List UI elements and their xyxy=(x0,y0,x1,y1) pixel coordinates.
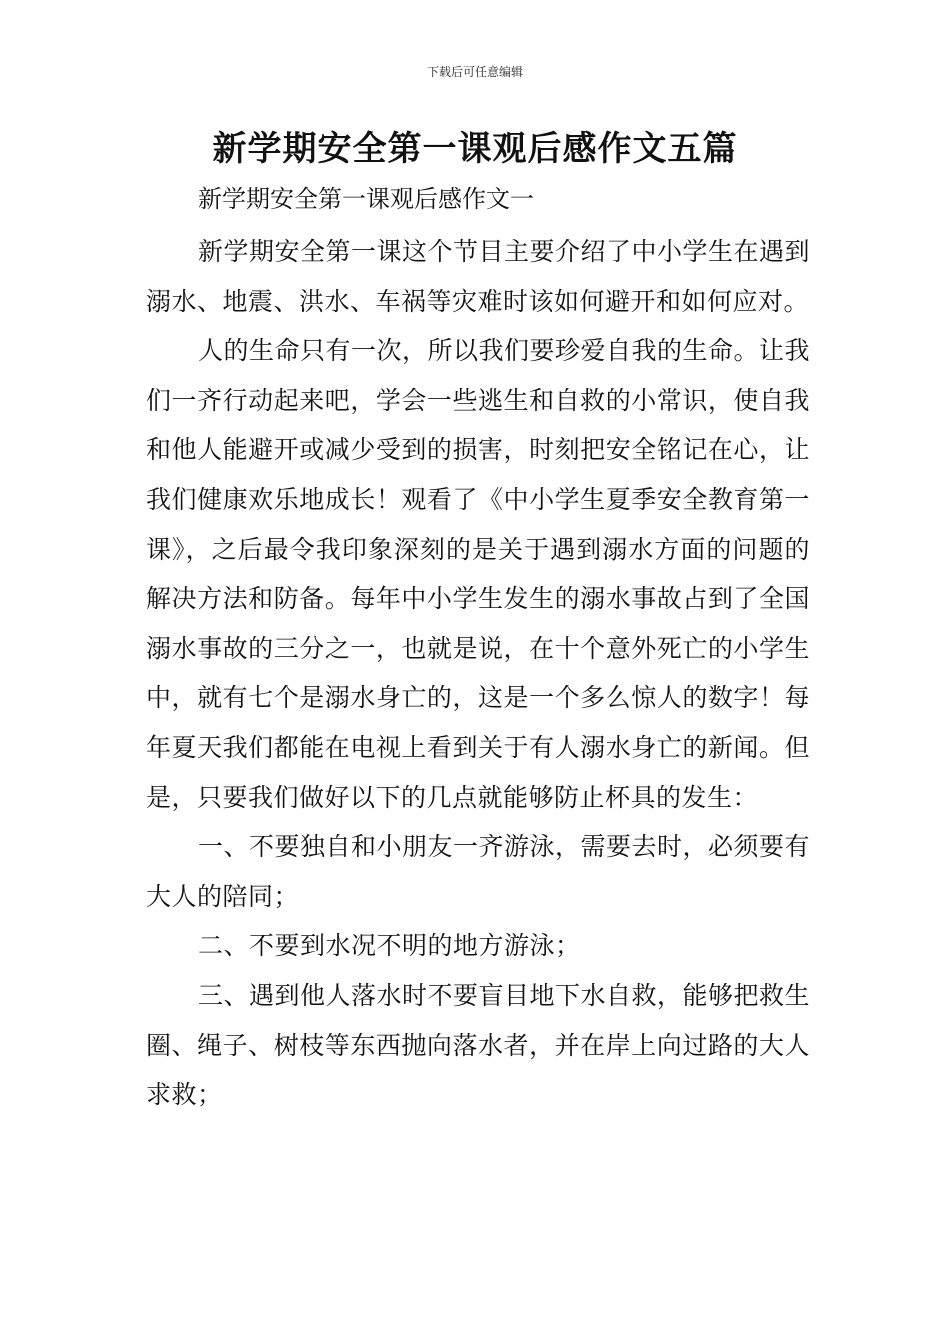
paragraph: 三、遇到他人落水时不要盲目地下水自救，能够把救生圈、绳子、树枝等东西抛向落水者，并在岸上向过路的大人求救； xyxy=(146,980,811,1110)
paragraph: 一、不要独自和小朋友一齐游泳，需要去时，必须要有大人的陪同； xyxy=(146,832,811,911)
paragraph: 新学期安全第一课这个节目主要介绍了中小学生在遇到溺水、地震、洪水、车祸等灾难时该如何避开和如何应对。 xyxy=(146,237,811,316)
header-note: 下载后可任意编辑 xyxy=(426,65,523,79)
paragraph: 二、不要到水况不明的地方游泳； xyxy=(198,931,581,961)
document-title: 新学期安全第一课观后感作文五篇 xyxy=(212,129,738,169)
paragraph: 人的生命只有一次，所以我们要珍爱自我的生命。让我们一齐行动起来吧，学会一些逃生和自救的小常识，使自我和他人能避开或减少受到的损害，时刻把安全铭记在心，让我们健康欢乐地成长！观看了《中小学生夏季安全教育第一课》，之后最令我印象深刻的是关于遇到溺水方面的问题的解决方法和防备。每年中小学生发生的溺水事故占到了全国溺水事故的三分之一，也就是说，在十个意外死亡的小学生中，就有七个是溺水身亡的，这是一个多么惊人的数字！每年夏天我们都能在电视上看到关于有人溺水身亡的新闻。但是，只要我们做好以下的几点就能够防止杯具的发生： xyxy=(146,336,811,812)
section-title: 新学期安全第一课观后感作文一 xyxy=(198,185,534,213)
document-body xyxy=(146,175,810,1120)
